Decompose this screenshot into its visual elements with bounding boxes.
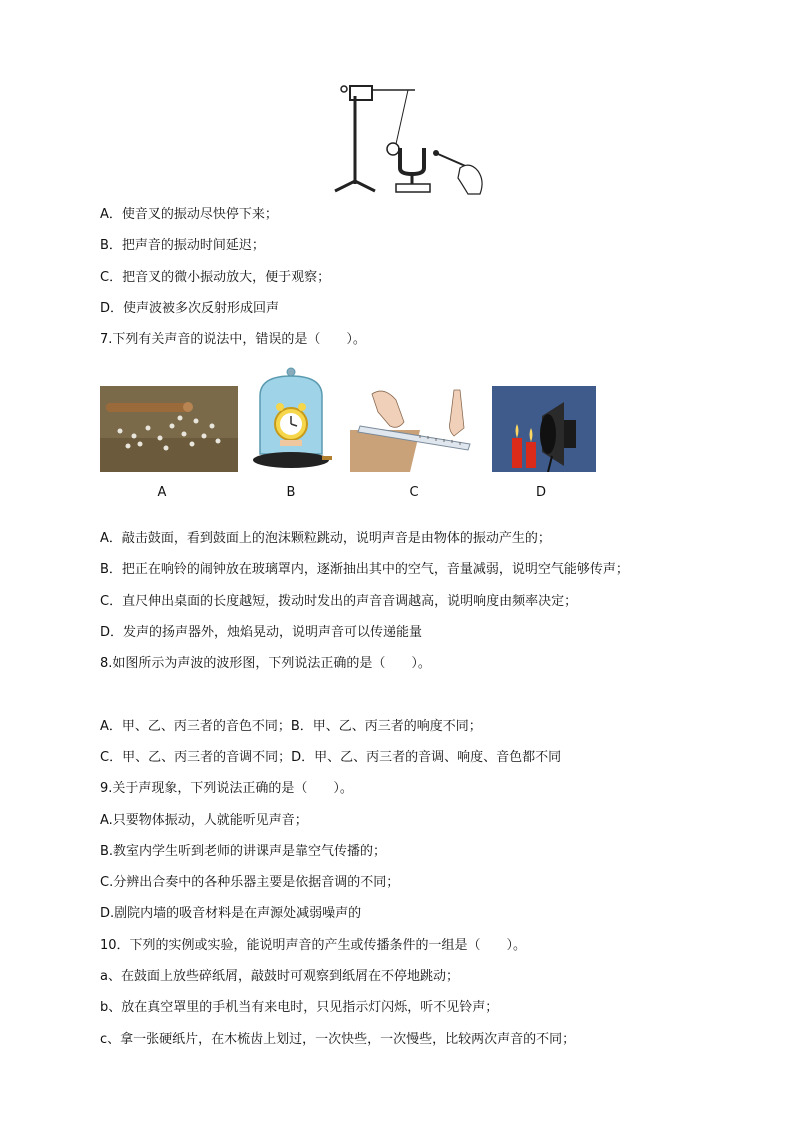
q6-option-a: A．使音叉的振动尽快停下来； [100, 207, 278, 222]
q9-stem: 9.关于声现象，下列说法正确的是（ ）。 [100, 781, 353, 796]
caption-a: A [157, 485, 167, 500]
q9-option-a: A.只要物体振动，人就能听见声音； [100, 813, 308, 828]
q6-option-d: D．使声波被多次反射形成回声 [100, 301, 280, 316]
q7-option-d: D．发声的扬声器外，烛焰晃动，说明声音可以传递能量 [100, 625, 423, 640]
q7-option-a: A．敲击鼓面，看到鼓面上的泡沫颗粒跳动，说明声音是由物体的振动产生的； [100, 531, 551, 546]
q10-stem: 10．下列的实例或实验，能说明声音的产生或传播条件的一组是（ ）。 [100, 938, 527, 953]
q9-option-c: C.分辨出合奏中的各种乐器主要是依据音调的不同； [100, 875, 400, 890]
caption-d: D [535, 485, 546, 500]
q7-option-c: C．直尺伸出桌面的长度越短，拨动时发出的声音音调越高，说明响度由频率决定； [100, 594, 578, 609]
q8-stem: 8.如图所示为声波的波形图，下列说法正确的是（ ）。 [100, 656, 431, 671]
q8-option-ab: A．甲、乙、丙三者的音色不同；B．甲、乙、丙三者的响度不同； [100, 719, 482, 734]
q7-stem: 7.下列有关声音的说法中，错误的是（ ）。 [100, 332, 366, 347]
photo-a-drum-foam [100, 386, 238, 472]
q10-item-a: a、在鼓面上放些碎纸屑，敲鼓时可观察到纸屑在不停地跳动； [100, 969, 459, 984]
q9-option-d: D.剧院内墙的吸音材料是在声源处减弱噪声的 [100, 906, 362, 921]
photo-d-speaker-candles [492, 386, 596, 472]
q9-option-b: B.教室内学生听到老师的讲课声是靠空气传播的； [100, 844, 387, 859]
q7-option-b: B．把正在响铃的闹钟放在玻璃罩内，逐渐抽出其中的空气，音量减弱，说明空气能够传声； [100, 562, 629, 577]
q10-item-c: c、拿一张硬纸片，在木梳齿上划过，一次快些，一次慢些，比较两次声音的不同； [100, 1032, 576, 1047]
caption-b: B [286, 485, 296, 500]
caption-c: C [409, 485, 419, 500]
tuning-fork-pendulum-figure [330, 76, 490, 198]
q6-option-b: B．把声音的振动时间延迟； [100, 238, 265, 253]
q8-option-cd: C．甲、乙、丙三者的音调不同；D．甲、乙、丙三者的音调、响度、音色都不同 [100, 750, 562, 765]
photo-c-ruler-desk [350, 386, 478, 472]
photo-b-bell-jar-clock [250, 366, 332, 472]
q6-option-c: C．把音叉的微小振动放大，便于观察； [100, 270, 331, 285]
q10-item-b: b、放在真空罩里的手机当有来电时，只见指示灯闪烁，听不见铃声； [100, 1000, 499, 1015]
